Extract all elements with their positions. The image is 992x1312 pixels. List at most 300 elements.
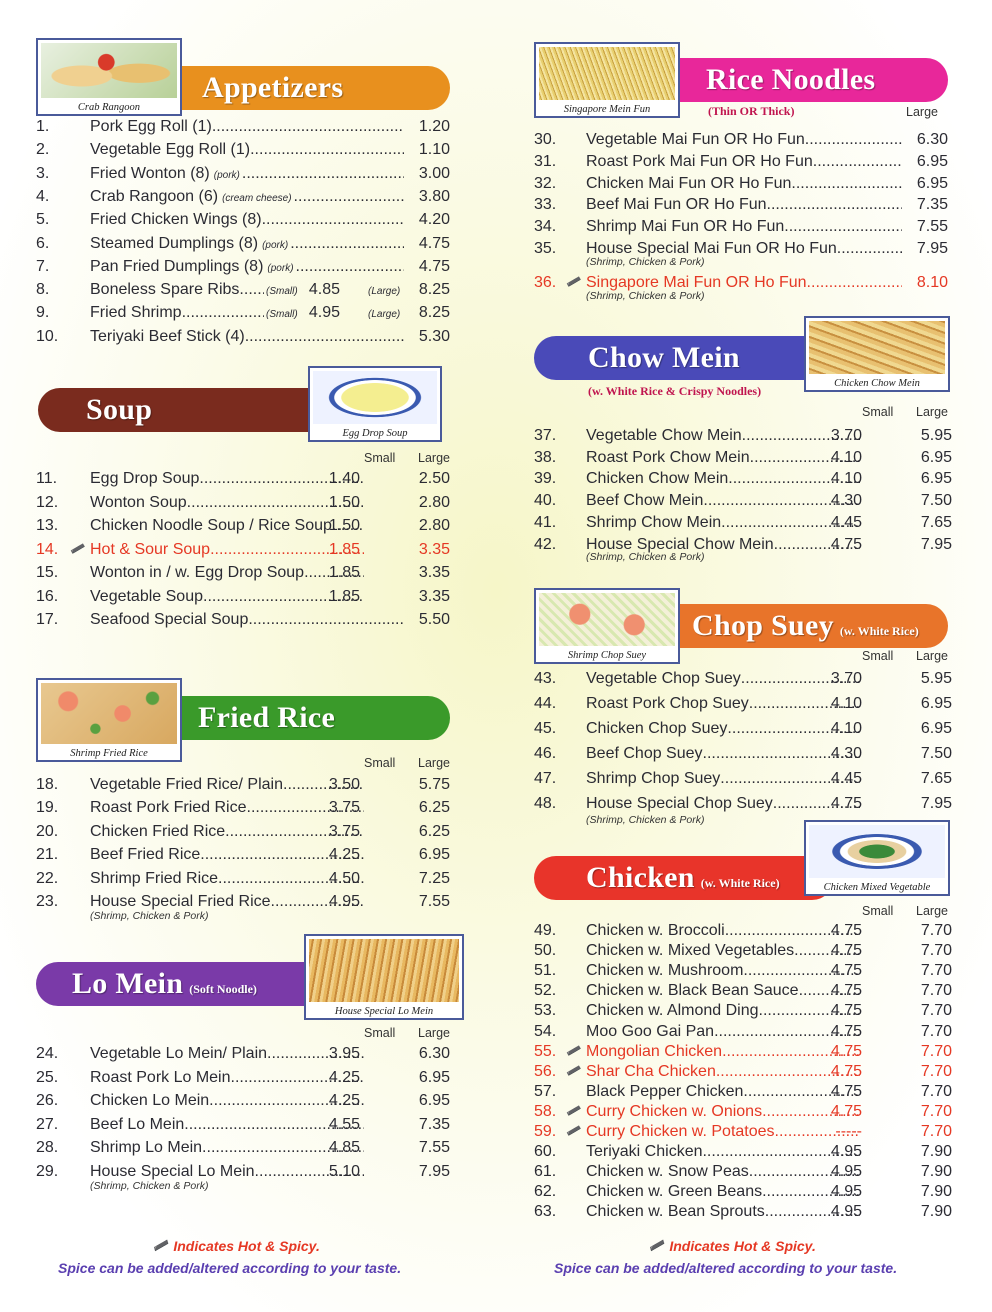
menu-item [36,304,456,326]
menu-item [36,870,456,892]
chop-suey-title: Chop Suey [692,609,834,642]
menu-item [36,588,456,610]
hot-spicy-text-left: Indicates Hot & Spicy. [173,1238,320,1254]
fried-rice-photo-caption: Shrimp Fried Rice [70,748,148,759]
rice-noodles-large-header: Large [906,105,938,119]
large-price: 7.70 [920,1123,952,1140]
leader-dots [784,218,902,236]
large-price: 7.90 [920,1203,952,1221]
item-subnote: (Shrimp, Chicken & Pork) [90,910,209,923]
item-name-text: Seafood Special Soup [90,611,249,628]
large-price: 6.95 [418,846,450,864]
leader-dots [791,175,902,193]
large-price: 6.95 [920,695,952,712]
item-name-text: Black Pepper Chicken [586,1082,744,1100]
large-price: 7.70 [920,1002,952,1020]
menu-item [36,1116,456,1138]
small-price: 4.10 [830,695,862,712]
price: 4.75 [418,257,450,275]
menu-item [36,470,456,492]
chicken-large-header: Large [916,904,948,918]
item-name-text: Beef Chop Suey [586,745,703,762]
small-price: 1.85 [328,587,360,605]
menu-item [36,846,456,868]
large-price: 7.65 [920,513,952,531]
large-price: 7.70 [920,1082,952,1100]
small-price: 4.25 [328,1092,360,1109]
small-price: 4.30 [830,745,862,762]
small-price: 4.75 [830,982,862,1000]
item-name-text: Shar Cha Chicken [586,1062,716,1080]
appetizers-photo [36,38,182,116]
menu-item [534,218,954,240]
leader-dots [212,118,404,136]
item-name-text: Hot & Sour Soup [90,540,211,558]
item-name [90,328,404,346]
item-name [90,304,264,322]
item-name [586,196,902,214]
item-number: 62. [534,1183,557,1201]
soup-small-header: Small [364,451,396,465]
item-name-text: Vegetable Egg Roll (1) [90,141,251,159]
item-name-text: Boneless Spare Ribs [90,281,240,299]
menu-item [36,517,456,539]
menu-item [534,745,954,767]
item-name-text: Singapore Mai Fun OR Ho Fun [586,273,807,291]
chicken-chow-mein-photo [809,321,945,374]
price: 5.50 [418,611,450,628]
large-price: 7.55 [418,893,450,910]
item-name-text: Fried Shrimp [90,304,182,322]
item-name-text: House Special Fried Rice [90,893,271,910]
small-price: 1.50 [328,517,360,534]
leader-dots [242,165,404,183]
leader-dots [290,235,404,253]
menu-item [36,799,456,821]
item-name-text: Beef Fried Rice [90,846,201,864]
hot-spicy-text-right: Indicates Hot & Spicy. [669,1238,816,1254]
egg-drop-soup-photo [313,371,437,424]
menu-item [534,196,954,218]
soup-title: Soup [86,393,153,426]
rice-noodles-banner [652,58,948,102]
chow-mein-large-header: Large [916,405,948,419]
fried-rice-title: Fried Rice [198,701,336,734]
chili-icon: ➖ [563,1059,585,1081]
small-price: 3.75 [328,822,360,840]
appetizers-banner [150,66,450,110]
lo-mein-title: Lo Mein [72,967,184,1000]
item-number: 35. [534,240,557,257]
menu-item [36,564,456,586]
chow-mein-small-header: Small [862,405,894,419]
menu-item [36,328,456,350]
small-price: 4.85 [308,281,340,299]
soup-photo [308,366,442,442]
menu-item [534,1183,954,1205]
item-name-text: House Special Chow Mein [586,535,774,553]
menu-item [534,492,954,514]
item-name-text: Pan Fried Dumplings (8) [90,257,264,275]
large-price: 8.25 [418,281,450,299]
item-number: 58. [534,1102,557,1120]
menu-item [534,1002,954,1024]
menu-item [36,118,456,140]
small-price: 4.95 [308,304,340,322]
small-price: 4.75 [830,1102,862,1120]
item-name-text: Chicken w. Mushroom [586,962,744,980]
item-number: 33. [534,196,557,214]
menu-item [534,942,954,964]
small-price: 1.85 [328,540,360,558]
small-size-label: (Small) [266,309,298,321]
chicken-title: Chicken [586,861,695,894]
soup-photo-caption: Egg Drop Soup [342,428,408,439]
leader-dots [248,611,404,629]
item-number: 39. [534,470,557,488]
menu-item [534,962,954,984]
small-price: 3.50 [328,776,360,793]
item-number: 54. [534,1022,557,1040]
item-number: 18. [36,776,59,793]
price: 4.75 [418,234,450,252]
large-price: 7.70 [920,1042,952,1060]
item-name [90,258,404,276]
large-price: 2.80 [418,493,450,511]
chow-mein-photo-caption: Chicken Chow Mein [834,378,920,389]
item-name-text: House Special Chop Suey [586,795,773,812]
rice-noodles-subtitle: (Thin OR Thick) [708,104,795,118]
item-number: 32. [534,174,557,192]
leader-dots [250,141,404,159]
item-number: 47. [534,770,557,787]
item-number: 57. [534,1082,557,1100]
item-name-text: Roast Pork Fried Rice [90,799,247,817]
item-name [90,141,404,159]
menu-item [36,1045,456,1067]
small-price: 4.30 [830,492,862,510]
appetizers-title: Appetizers [202,71,344,104]
large-price: 3.35 [418,564,450,581]
item-name-text: Fried Chicken Wings (8) [90,211,262,229]
menu-item [534,1203,954,1225]
item-number: 19. [36,799,59,817]
large-price: 7.70 [920,1102,952,1120]
item-name-text: Moo Goo Gai Pan [586,1022,715,1040]
menu-item [534,131,954,153]
price: 8.10 [916,273,948,291]
price: 6.95 [916,152,948,170]
menu-item [534,153,954,175]
item-name-text: Wonton in / w. Egg Drop Soup [90,564,305,581]
item-name-text: Curry Chicken w. Onions [586,1102,763,1120]
item-name-text: Vegetable Fried Rice/ Plain [90,776,283,793]
item-name-text: Chicken w. Mixed Vegetables [586,942,795,960]
menu-item [534,695,954,717]
chop-suey-large-header: Large [916,649,948,663]
large-price: 7.70 [920,942,952,960]
chop-suey-photo-caption: Shrimp Chop Suey [567,650,647,661]
item-number: 2. [36,141,50,159]
item-name-text: Vegetable Mai Fun OR Ho Fun [586,131,805,148]
large-price: 5.75 [418,776,450,793]
small-price: 4.75 [830,1082,862,1100]
item-name [90,188,404,206]
item-number: 43. [534,670,557,687]
small-price: 3.70 [830,670,862,687]
chili-icon: ➖ [563,1039,585,1061]
large-price: 6.95 [920,448,952,466]
chow-mein-title: Chow Mein [588,341,740,374]
price: 5.30 [418,327,450,345]
lo-mein-photo [304,934,464,1020]
item-name-text: Chicken Lo Mein [90,1092,210,1109]
chop-suey-photo [534,588,680,664]
large-price: 6.25 [418,822,450,840]
menu-item [36,776,456,798]
price: 1.10 [418,141,450,159]
item-number: 27. [36,1115,59,1133]
small-price: 4.55 [328,1115,360,1133]
item-name-text: Chicken Noodle Soup / Rice Soup [90,517,332,534]
large-price: 7.50 [920,745,952,762]
item-name-text: Steamed Dumplings (8) [90,234,259,252]
item-name-text: Curry Chicken w. Potatoes [586,1123,775,1140]
fried-rice-large-header: Large [418,756,450,770]
item-name-text: Chicken Chow Mein [586,470,729,488]
small-price: ----- [835,1123,862,1140]
item-name-text: Wonton Soup [90,493,187,511]
item-number: 41. [534,513,557,531]
item-number: 10. [36,327,59,345]
item-number: 4. [36,187,50,205]
item-name-text: Beef Chow Mein [586,492,704,510]
item-number: 48. [534,795,557,812]
item-number: 61. [534,1163,557,1181]
small-price: 4.95 [830,1183,862,1201]
large-price: 7.70 [920,1062,952,1080]
item-name [90,611,404,629]
menu-item [534,1083,954,1105]
menu-item [534,1143,954,1165]
chicken-photo-caption: Chicken Mixed Vegetable [823,882,931,893]
small-price: 4.75 [830,1002,862,1020]
large-price: 3.35 [418,540,450,558]
item-number: 20. [36,822,59,840]
large-price: 7.90 [920,1163,952,1181]
item-number: 6. [36,234,50,252]
small-price: 1.40 [328,470,360,487]
item-number: 1. [36,118,50,135]
small-price: 4.75 [830,795,862,812]
item-number: 11. [36,470,58,487]
large-price: 2.50 [418,470,450,487]
item-number: 44. [534,695,557,712]
item-name [586,131,902,149]
item-name-text: Shrimp Fried Rice [90,869,219,887]
hot-spicy-legend-left [148,1234,320,1258]
item-number: 30. [534,131,557,148]
small-price: 3.95 [328,1045,360,1062]
lo-mein-subtitle: (Soft Noodle) [189,982,257,996]
item-number: 38. [534,448,557,466]
large-price: 7.70 [920,962,952,980]
item-name [90,281,264,299]
menu-item [534,1059,954,1085]
lo-mein-photo-caption: House Special Lo Mein [334,1006,434,1017]
item-number: 63. [534,1203,557,1221]
menu-item [534,427,954,449]
small-price: 4.50 [328,869,360,887]
item-name-text: Beef Lo Mein [90,1115,185,1133]
chili-icon: ➖ [67,537,89,559]
small-price: 4.75 [830,942,862,960]
item-name [586,153,902,171]
large-price: 7.95 [418,1162,450,1180]
large-price: 5.95 [920,427,952,444]
item-name-text: Chicken Fried Rice [90,822,226,840]
small-price: 4.75 [830,535,862,553]
large-price: 2.80 [418,517,450,534]
soup-banner [38,388,338,432]
menu-item [534,922,954,944]
item-name-text: Teriyaki Beef Stick (4) [90,327,245,345]
small-price: 4.75 [830,1042,862,1060]
item-name-text: Teriyaki Chicken [586,1143,703,1161]
leader-dots [296,258,404,276]
large-price: 7.95 [920,535,952,553]
item-number: 22. [36,869,59,887]
small-price: 4.95 [830,1163,862,1181]
chili-icon: ➖ [148,1234,173,1258]
chicken-small-header: Small [862,904,894,918]
item-number: 34. [534,218,557,236]
item-note: (cream cheese) [222,192,292,204]
large-size-label: (Large) [368,286,401,298]
large-price: 7.50 [920,492,952,510]
large-price: 5.95 [920,670,952,687]
small-price: 4.75 [830,1022,862,1040]
chop-suey-subtitle: (w. White Rice) [839,624,919,638]
large-price: 7.25 [418,869,450,887]
menu-item [534,1023,954,1045]
lo-mein-banner [36,962,332,1006]
item-name-text: Chicken w. Bean Sprouts [586,1203,765,1221]
small-price: 4.75 [830,922,862,939]
chicken-mixed-vegetable-photo [809,825,945,878]
menu-item [36,188,456,210]
price: 4.20 [418,211,450,229]
small-price: 4.25 [328,1068,360,1086]
hot-spicy-legend-right [644,1234,816,1258]
menu-item [534,1120,954,1145]
fried-rice-photo [36,678,182,762]
item-number: 52. [534,982,557,1000]
rice-noodles-photo-caption: Singapore Mein Fun [563,104,651,115]
large-price: 7.70 [920,982,952,1000]
rice-noodles-title: Rice Noodles [706,63,876,96]
large-price: 7.90 [920,1143,952,1161]
item-name-text: Chicken Chop Suey [586,720,728,737]
item-number: 25. [36,1068,59,1086]
menu-item [534,514,954,536]
item-name-text: Chicken w. Green Beans [586,1183,763,1201]
menu-item [36,281,456,303]
soup-large-header: Large [418,451,450,465]
chop-suey-small-header: Small [862,649,894,663]
large-price: 6.30 [418,1045,450,1062]
shrimp-chop-suey-photo [539,593,675,646]
price: 6.95 [916,174,948,192]
rice-noodles-photo [534,42,680,118]
chow-mein-subtitle: (w. White Rice & Crispy Noodles) [588,384,762,398]
menu-item [534,470,954,492]
item-name-text: Roast Pork Mai Fun OR Ho Fun [586,152,813,170]
small-price: 3.75 [328,799,360,817]
menu-item [36,235,456,257]
item-name-text: Mongolian Chicken [586,1042,723,1060]
house-special-lo-mein-photo [309,939,459,1002]
item-number: 45. [534,720,557,737]
menu-item [36,494,456,516]
item-number: 60. [534,1143,557,1161]
item-name [90,165,404,183]
small-price: 4.10 [830,448,862,466]
shrimp-fried-rice-photo [41,683,177,744]
leader-dots [245,328,404,346]
item-number: 26. [36,1092,59,1109]
chow-mein-banner [534,336,834,380]
large-price: 7.65 [920,770,952,787]
large-price: 6.95 [920,720,952,737]
item-note: (pork) [262,239,289,251]
chow-mein-photo [804,316,950,392]
item-number: 36. [534,273,557,291]
menu-item [534,670,954,692]
item-name-text: Pork Egg Roll (1) [90,118,212,135]
item-note: (pork) [213,169,240,181]
item-name-text: Chicken Mai Fun OR Ho Fun [586,174,792,192]
leader-dots [767,196,902,214]
item-name-text: Shrimp Lo Mein [90,1139,203,1156]
price: 3.00 [418,164,450,182]
item-name-text: Roast Pork Chop Suey [586,695,749,712]
menu-item [534,175,954,197]
appetizers-photo-caption: Crab Rangoon [77,102,141,113]
item-name [586,218,902,236]
item-number: 3. [36,164,50,182]
menu-item [534,449,954,471]
item-number: 56. [534,1062,557,1080]
menu-item [534,770,954,792]
spice-note-left: Spice can be added/altered according to your taste. [58,1260,402,1276]
item-name-text: Roast Pork Lo Mein [90,1068,231,1086]
large-price: 6.95 [418,1092,450,1109]
item-number: 55. [534,1042,557,1060]
item-number: 13. [36,517,59,534]
item-number: 23. [36,893,59,910]
small-price: 4.10 [830,470,862,488]
item-number: 49. [534,922,557,939]
small-price: 3.70 [830,427,862,444]
item-name-text: House Special Mai Fun OR Ho Fun [586,240,837,257]
item-number: 29. [36,1162,59,1180]
lo-mein-large-header: Large [418,1026,450,1040]
item-name-text: Crab Rangoon (6) [90,187,219,205]
item-number: 5. [36,211,50,229]
price: 7.35 [916,196,948,214]
price: 6.30 [916,131,948,148]
